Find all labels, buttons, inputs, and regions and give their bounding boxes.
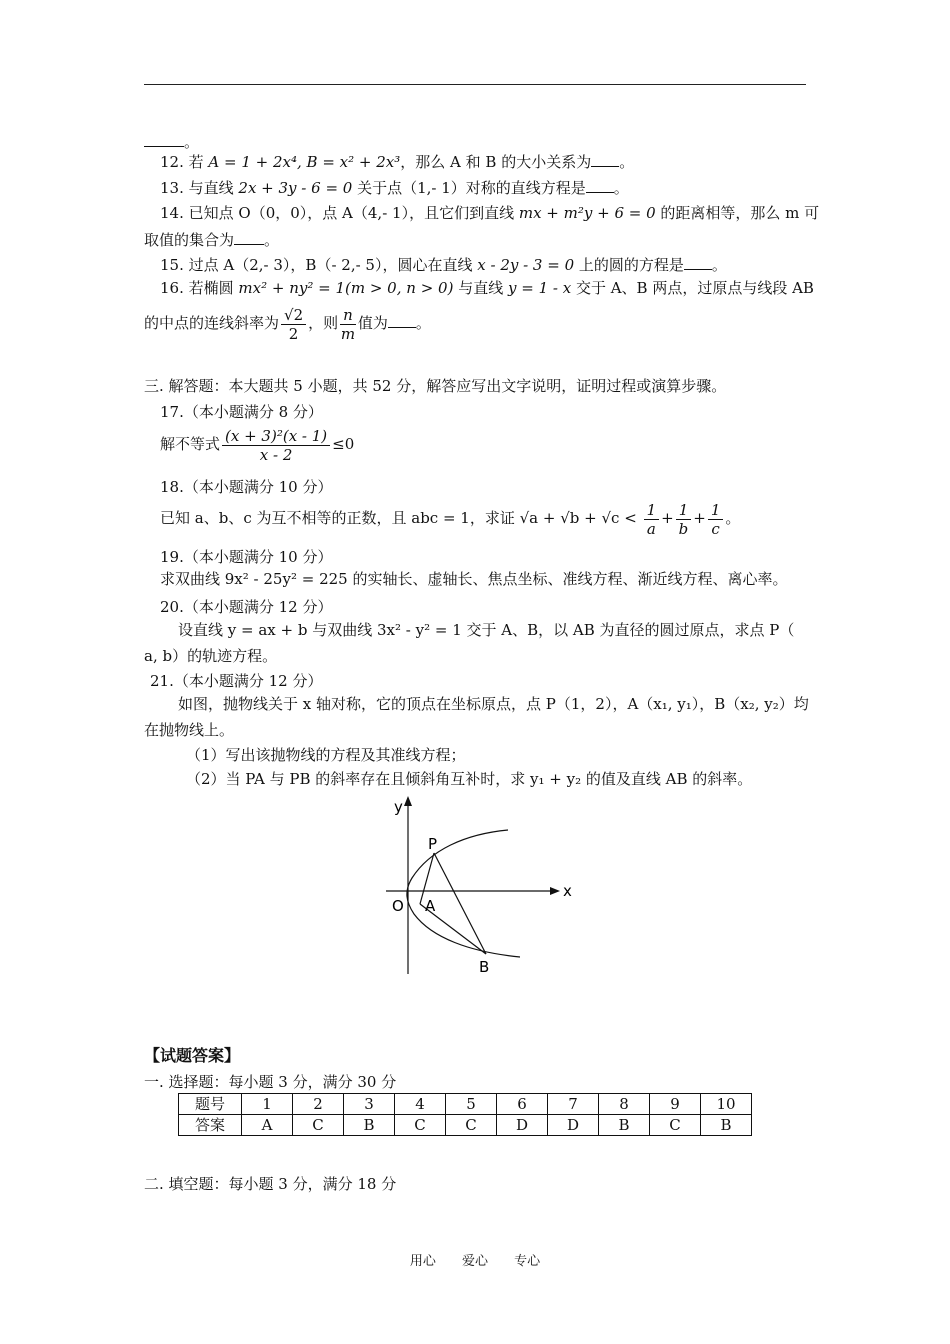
question-20-line2: a, b）的轨迹方程。 [144, 647, 278, 665]
table-row-answers [179, 1115, 752, 1136]
table-cell: C [446, 1115, 497, 1136]
fraction-n-over-m: $\frac{n}{m}$ [340, 305, 356, 343]
question-14-line1: 14. 已知点 O（0，0），点 A（4,- 1），且它们到直线 mx + m²y + 6 = 0 的距离相等，那么 m 可 [160, 204, 820, 222]
question-14-line2: 取值的集合为 。 [144, 231, 280, 249]
row-label-number: 题号 [179, 1094, 242, 1115]
answers-heading: 【试题答案】 [144, 1046, 241, 1065]
answer-blank [234, 230, 264, 245]
table-cell: C [293, 1115, 344, 1136]
table-row-numbers [179, 1094, 752, 1115]
table-cell: 4 [395, 1094, 446, 1115]
question-21-part2: （2）当 PA 与 PB 的斜率存在且倾斜角互补时，求 y₁ + y₂ 的值及直线 AB 的斜率。 [186, 770, 753, 788]
label-a: A [425, 897, 436, 915]
answer-blank [388, 313, 416, 328]
answer-blank [144, 132, 184, 147]
table-cell: 10 [701, 1094, 752, 1115]
fraction-1-over-a: $\frac{1}{a}$ [644, 501, 660, 538]
table-cell: A [242, 1115, 293, 1136]
question-17-title: 17.（本小题满分 8 分） [160, 403, 323, 421]
question-13: 13. 与直线 2x + 3y - 6 = 0 关于点（1,- 1）对称的直线方程是 。 [160, 179, 629, 197]
label-b: B [479, 958, 490, 976]
fraction-1-over-b: $\frac{1}{b}$ [676, 501, 692, 538]
answer-blank [591, 152, 619, 167]
question-15: 15. 过点 A（2,- 3），B（- 2,- 5），圆心在直线 x - 2y - 3 = 0 上的圆的方程是 。 [160, 256, 727, 274]
segment-pb [434, 853, 486, 954]
question-18-body: 已知 a、b、c 为互不相等的正数，且 abc = 1，求证 √a + √b + √c < $\frac{1}{a}$ + $\frac{1}{b}$ + $\frac{1}{c}$ 。 [160, 500, 741, 538]
section-1-heading: 一. 选择题：每小题 3 分，满分 30 分 [144, 1073, 397, 1091]
y-axis-arrow [404, 796, 412, 806]
table-cell: D [497, 1115, 548, 1136]
table-cell: C [650, 1115, 701, 1136]
label-o: O [392, 897, 404, 915]
question-21-line1: 如图，抛物线关于 x 轴对称，它的顶点在坐标原点，点 P（1，2），A（x₁, y₁），B（x₂, y₂）均 [178, 695, 809, 713]
label-y: y [394, 798, 403, 816]
question-16-line1: 16. 若椭圆 mx² + ny² = 1(m > 0, n > 0) 与直线 y = 1 - x 交于 A、B 两点，过原点与线段 AB [160, 279, 814, 297]
section-3-heading: 三. 解答题：本大题共 5 小题，共 52 分，解答应写出文字说明，证明过程或演算步骤。 [144, 377, 727, 395]
x-axis-arrow [550, 887, 560, 895]
question-19-body: 求双曲线 9x² - 25y² = 225 的实轴长、虚轴长、焦点坐标、准线方程、渐近线方程、离心率。 [160, 570, 788, 588]
question-17-body: 解不等式 $\frac{\text{(x + 3)²(x - 1)}}{x - 2}$ ≤0 [160, 426, 355, 464]
question-20-title: 20.（本小题满分 12 分） [160, 598, 333, 616]
table-cell: 1 [242, 1094, 293, 1115]
table-cell: B [599, 1115, 650, 1136]
answer-blank [684, 255, 712, 270]
table-cell: 6 [497, 1094, 548, 1115]
answer-table [178, 1093, 752, 1136]
table-cell: B [344, 1115, 395, 1136]
page-footer: 用心 爱心 专心 [409, 1254, 541, 1269]
label-p: P [428, 835, 438, 853]
section-2-heading: 二. 填空题：每小题 3 分，满分 18 分 [144, 1175, 397, 1193]
table-cell: 3 [344, 1094, 395, 1115]
table-cell: C [395, 1115, 446, 1136]
parabola-curve [407, 830, 520, 957]
question-16-line2: 的中点的连线斜率为 $\frac{√2}{2}$ ，则 $\frac{n}{m}$ 值为 。 [144, 305, 431, 343]
fraction-sqrt2-over-2: $\frac{√2}{2}$ [281, 306, 306, 343]
question-21-part1: （1）写出该抛物线的方程及其准线方程； [186, 746, 466, 764]
parabola-figure [370, 792, 590, 982]
table-cell: 2 [293, 1094, 344, 1115]
table-cell: 8 [599, 1094, 650, 1115]
table-cell: D [548, 1115, 599, 1136]
answer-blank [586, 178, 614, 193]
label-x: x [563, 882, 572, 900]
table-cell: B [701, 1115, 752, 1136]
question-12: 12. 若 A = 1 + 2x⁴, B = x² + 2x³，那么 A 和 B 的大小关系为 。 [160, 153, 635, 171]
row-label-answer: 答案 [179, 1115, 242, 1136]
table-cell: 9 [650, 1094, 701, 1115]
answer-blank-fragment: 。 [144, 132, 199, 152]
fraction-1-over-c: $\frac{1}{c}$ [708, 501, 724, 538]
question-21-line2: 在抛物线上。 [144, 721, 235, 739]
table-cell: 7 [548, 1094, 599, 1115]
question-19-title: 19.（本小题满分 10 分） [160, 548, 333, 566]
table-cell: 5 [446, 1094, 497, 1115]
question-20-line1: 设直线 y = ax + b 与双曲线 3x² - y² = 1 交于 A、B，以 AB 为直径的圆过原点，求点 P（ [178, 621, 795, 639]
question-18-title: 18.（本小题满分 10 分） [160, 478, 333, 496]
question-21-title: 21.（本小题满分 12 分） [150, 672, 323, 690]
inequality-fraction: $\frac{\text{(x + 3)²(x - 1)}}{x - 2}$ [222, 427, 330, 464]
header-rule [144, 84, 806, 85]
